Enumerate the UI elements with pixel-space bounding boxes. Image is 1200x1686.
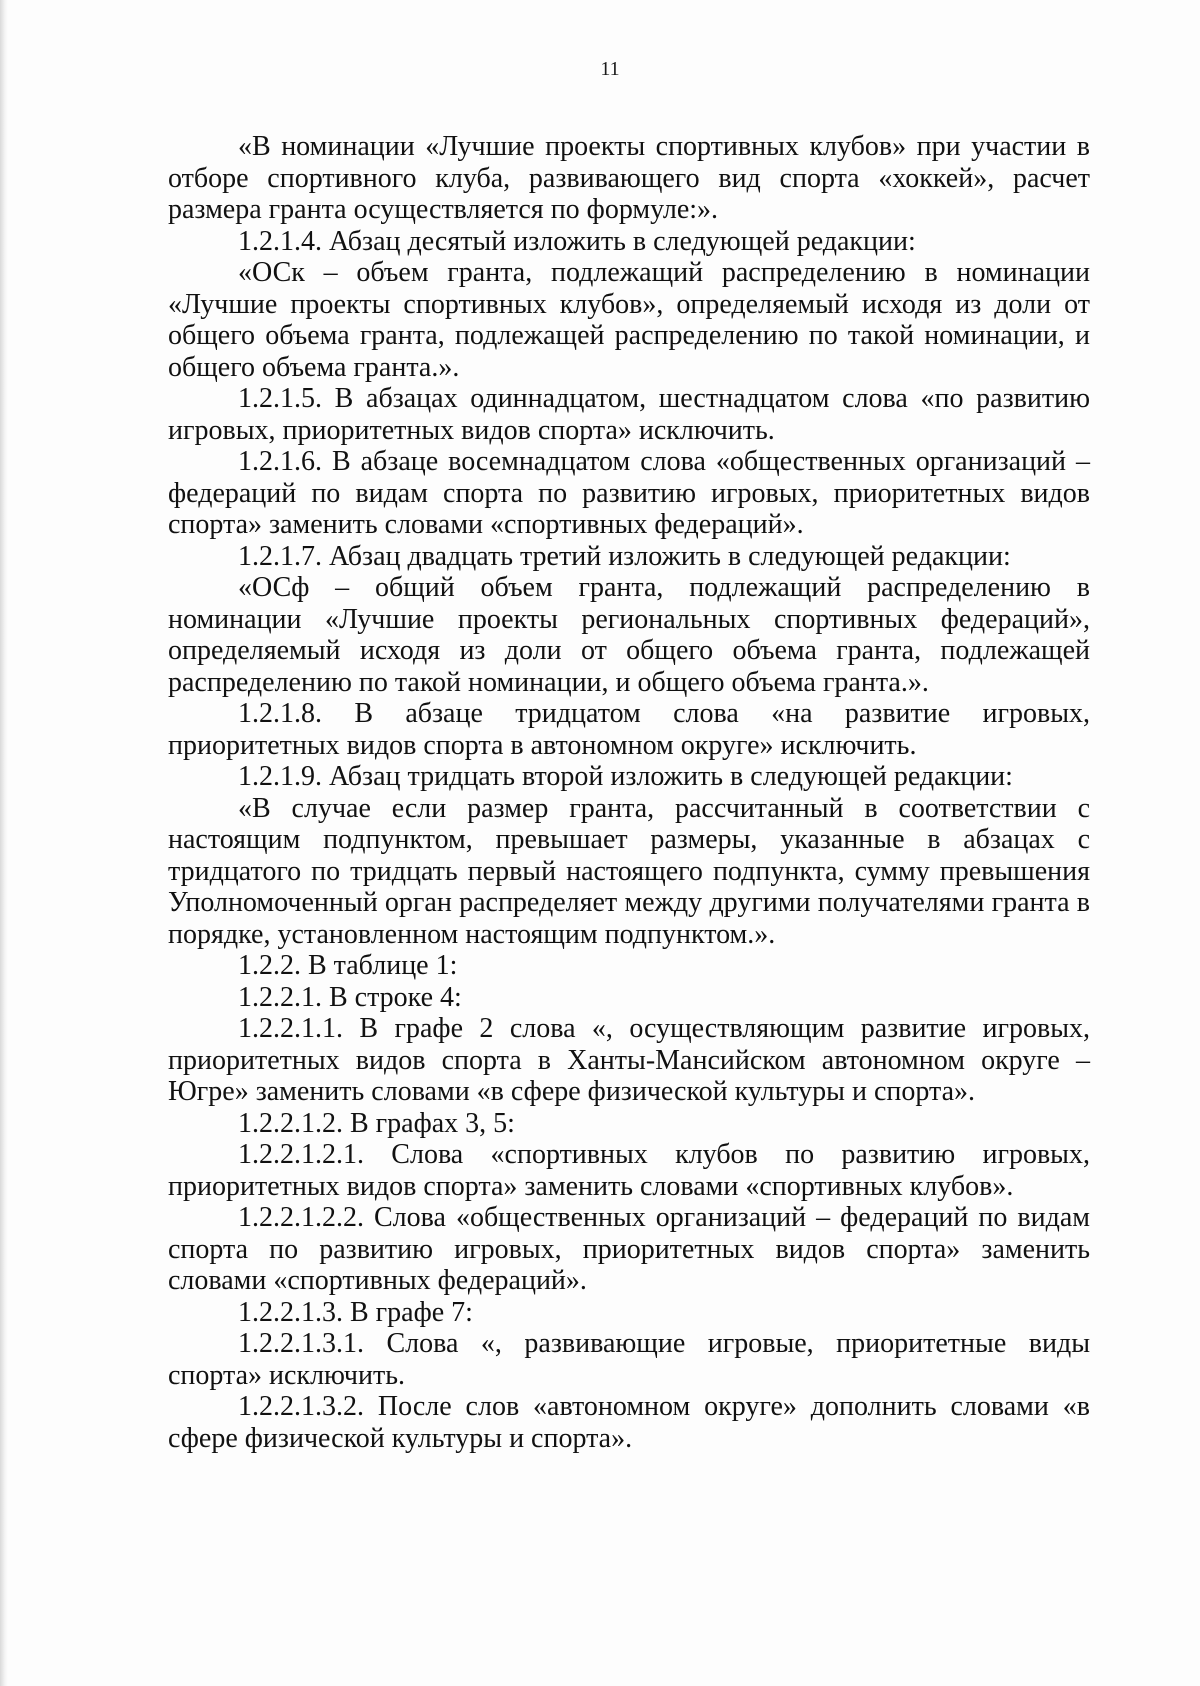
paragraph-1-2-2: 1.2.2. В таблице 1:	[238, 950, 458, 981]
paragraph-1-2-2-1-2-1: 1.2.2.1.2.1. Слова «спортивных клубов по развитию игровых, приоритетных видов спорта» заменить словами «спортивных клубов».	[168, 1139, 1090, 1202]
paragraph-1-2-1-9: 1.2.1.9. Абзац тридцать второй изложить в следующей редакции:	[238, 761, 1013, 792]
paragraph-osf-definition: «ОСф – общий объем гранта, подлежащий распределению в номинации «Лучшие проекты региональных спортивных федераций», определяемый исходя из доли от общего объема гранта, подлежащей распределению по такой номинации, и общего объема гранта.».	[168, 572, 1090, 698]
paragraph-1-2-2-1-2: 1.2.2.1.2. В графах 3, 5:	[238, 1107, 515, 1139]
paragraph-1-2-1-7: 1.2.1.7. Абзац двадцать третий изложить в следующей редакции:	[238, 540, 1011, 572]
paragraph-1-2-2-1-3-2: 1.2.2.1.3.2. После слов «автономном округе» дополнить словами «в сфере физической культуры и спорта».	[168, 1391, 1090, 1454]
paragraph-1-2-2-1-2-2: 1.2.2.1.2.2. Слова «общественных организаций – федераций по видам спорта по развитию игровых, приоритетных видов спорта» заменить словами «спортивных федераций».	[168, 1202, 1090, 1296]
paragraph-1-2-2-1-1: 1.2.2.1.1. В графе 2 слова «, осуществляющим развитие игровых, приоритетных видов спорта в Ханты-Мансийском автономном округе – Югре» заменить словами «в сфере физической культуры и спорта».	[168, 1013, 1090, 1107]
document-body	[168, 131, 1090, 1454]
paragraph-osk-definition: «ОСк – объем гранта, подлежащий распределению в номинации «Лучшие проекты спортивных клубов», определяемый исходя из доли от общего объема гранта, подлежащей распределению по такой номинации, и общего объема гранта.».	[168, 257, 1090, 383]
paragraph-1-2-1-5: 1.2.1.5. В абзацах одиннадцатом, шестнадцатом слова «по развитию игровых, приоритетных видов спорта» исключить.	[168, 383, 1090, 446]
paragraph-nomination-formula: «В номинации «Лучшие проекты спортивных клубов» при участии в отборе спортивного клуба, развивающего вид спорта «хоккей», расчет размера гранта осуществляется по формуле:».	[168, 131, 1090, 225]
page-number: 11	[600, 58, 620, 80]
paragraph-1-2-2-1: 1.2.2.1. В строке 4:	[238, 981, 462, 1013]
paragraph-1-2-1-4: 1.2.1.4. Абзац десятый изложить в следующей редакции:	[238, 225, 916, 257]
paragraph-1-2-1-6: 1.2.1.6. В абзаце восемнадцатом слова «общественных организаций – федераций по видам спорта по развитию игровых, приоритетных видов спорта» заменить словами «спортивных федераций».	[168, 446, 1090, 540]
scan-edge-shadow	[0, 0, 8, 1686]
paragraph-grant-excess: «В случае если размер гранта, рассчитанный в соответствии с настоящим подпунктом, превышает размеры, указанные в абзацах с тридцатого по тридцать первый настоящего подпункта, сумму превышения Уполномоченный орган распределяет между другими получателями гранта в порядке, установленном настоящим подпунктом.».	[168, 792, 1090, 950]
paragraph-1-2-2-1-3-1: 1.2.2.1.3.1. Слова «, развивающие игровые, приоритетные виды спорта» исключить.	[168, 1328, 1090, 1391]
paragraph-1-2-1-8: 1.2.1.8. В абзаце тридцатом слова «на развитие игровых, приоритетных видов спорта в автономном округе» исключить.	[168, 698, 1090, 761]
paragraph-1-2-2-1-3: 1.2.2.1.3. В графе 7:	[238, 1296, 473, 1328]
